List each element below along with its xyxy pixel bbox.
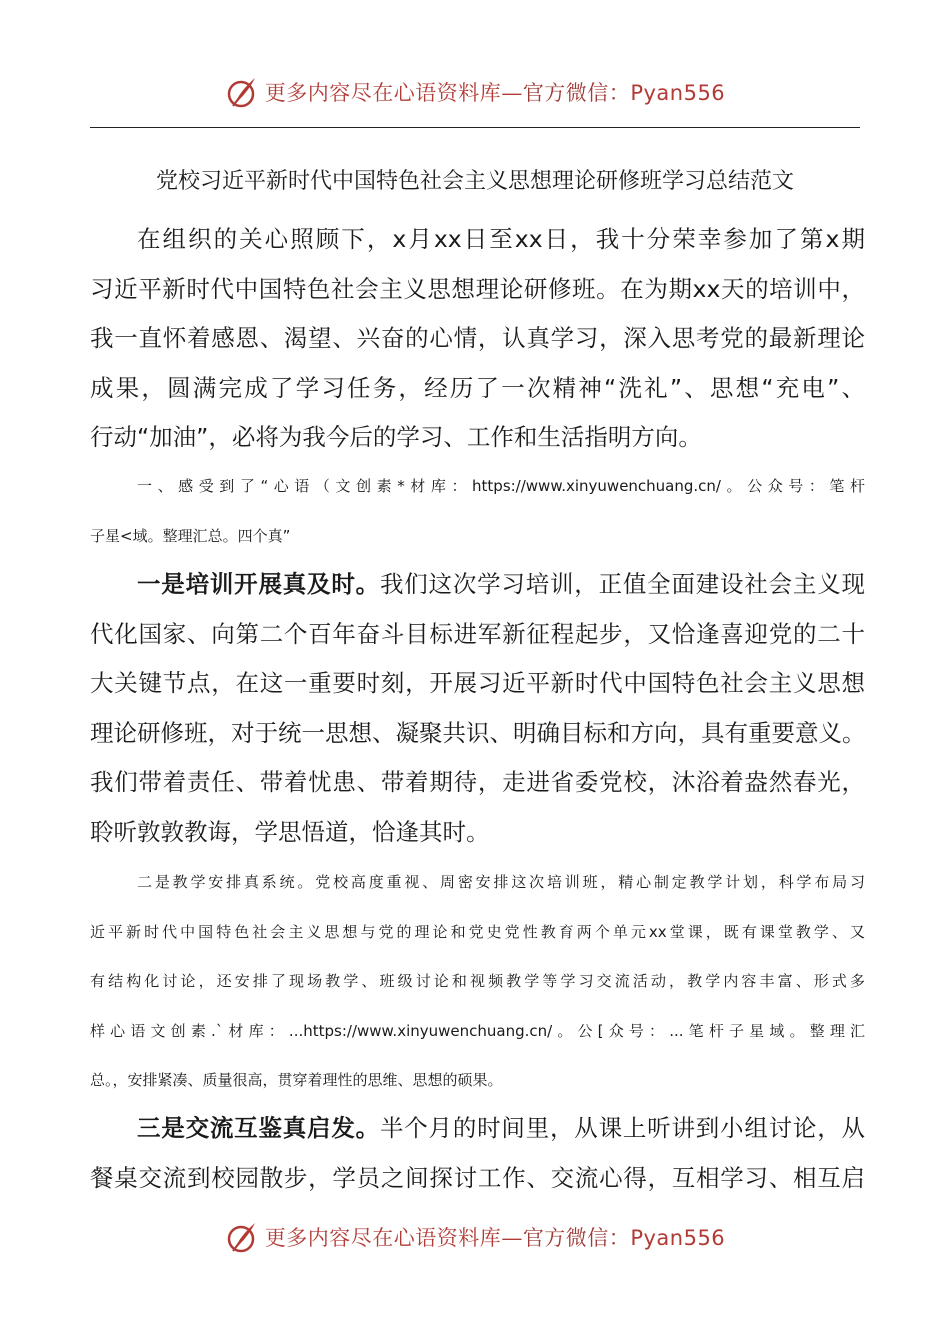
p2-line: 二是教学安排真系统。党校高度重视、周密安排这次培训班，精心制定教学计划，科学布局习 xyxy=(137,873,865,891)
paragraph-3 xyxy=(90,1104,865,1203)
footer-banner xyxy=(0,1213,950,1261)
header-banner-main: 更多内容尽在心语资料库 xyxy=(264,81,502,105)
header-banner-text xyxy=(265,77,725,107)
p1-first-line xyxy=(90,560,865,610)
header-banner xyxy=(0,68,950,116)
quill-logo-icon xyxy=(225,74,261,110)
p1-line: 大关键节点，在这一重要时刻，开展习近平新时代中国特色社会主义思想 xyxy=(90,669,865,697)
header-divider xyxy=(90,127,860,128)
intro-line: 我一直怀着感恩、渴望、兴奋的心情，认真学习，深入思考党的最新理论 xyxy=(90,324,865,352)
p3-bold-lead: 三是交流互鉴真启发。 xyxy=(137,1114,380,1142)
p1-line: 我们带着责任、带着忧患、带着期待，走进省委党校，沐浴着盎然春光， xyxy=(90,768,865,796)
p1-first-rest: 我们这次学习培训，正值全面建设社会主义现 xyxy=(379,570,866,598)
intro-line: 行动“加油”，必将为我今后的学习、工作和生活指明方向。 xyxy=(90,423,702,451)
p1-line: 聆听敦敦教诲，学思悟道，恰逢其时。 xyxy=(90,817,490,846)
p3-first-rest: 半个月的时间里，从课上听讲到小组讨论，从 xyxy=(379,1114,866,1142)
document-title: 党校习近平新时代中国特色社会主义思想理论研修班学习总结范文 xyxy=(155,169,794,194)
p2-line: 近平新时代中国特色社会主义思想与党的理论和党史党性教育两个单元xx堂课，既有课堂教学、又 xyxy=(90,922,865,941)
section1-heading xyxy=(90,462,865,561)
header-banner-wechat: 官方微信： xyxy=(522,81,631,105)
intro-line: 习近平新时代中国特色社会主义思想理论研修班。在为期xx天的培训中， xyxy=(90,274,865,303)
paragraph-1 xyxy=(90,560,865,857)
footer-banner-text xyxy=(265,1222,725,1252)
header-banner-id: Pyan556 xyxy=(630,81,726,105)
section1-line: 子星<域。整理汇总。四个真” xyxy=(90,526,291,545)
p1-line: 理论研修班，对于统一思想、凝聚共识、明确目标和方向，具有重要意义。 xyxy=(90,718,866,747)
header-banner-dash: — xyxy=(501,81,523,105)
paragraph-2 xyxy=(90,858,865,1106)
p1-bold-lead: 一是培训开展真及时。 xyxy=(137,570,380,598)
footer-banner-dash: — xyxy=(501,1226,523,1250)
section1-line: 一、感受到了“心语（文创素*材库：https://www.xinyuwenchuang.cn/。公众号：笔杆 xyxy=(137,477,865,495)
quill-logo-icon xyxy=(225,1219,261,1255)
intro-line: 在组织的关心照顾下，x月xx日至xx日，我十分荣幸参加了第x期 xyxy=(137,225,865,253)
p2-line: 有结构化讨论，还安排了现场教学、班级讨论和视频教学等学习交流活动，教学内容丰富、形式多 xyxy=(90,972,865,991)
p3-line: 餐桌交流到校园散步，学员之间探讨工作、交流心得，互相学习、相互启 xyxy=(90,1163,865,1192)
footer-banner-wechat: 官方微信： xyxy=(522,1226,631,1250)
p2-line: 总。，安排紧凑、质量很高，贯穿着理性的思维、思想的硕果。 xyxy=(90,1071,503,1090)
intro-paragraph xyxy=(90,215,865,463)
intro-line: 成果，圆满完成了学习任务，经历了一次精神“洗礼”、思想“充电”、 xyxy=(90,373,865,402)
p1-line: 代化国家、向第二个百年奋斗目标进军新征程起步，又恰逢喜迎党的二十 xyxy=(90,619,865,648)
footer-banner-id: Pyan556 xyxy=(630,1226,726,1250)
footer-banner-main: 更多内容尽在心语资料库 xyxy=(264,1226,502,1250)
p3-first-line xyxy=(90,1104,865,1154)
p2-line: 样心语文创素.`材库：...https://www.xinyuwenchuang.cn/。公[众号：...笔杆子星域。整理汇 xyxy=(90,1021,865,1040)
